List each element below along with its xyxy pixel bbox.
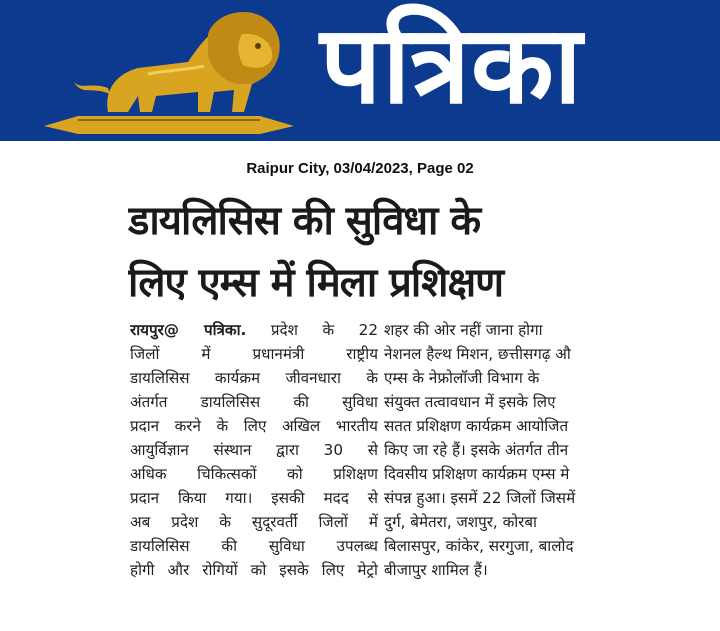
article-headline (128, 190, 608, 314)
article-line: प्रदान किया गया। इसकी मदद से (130, 489, 378, 507)
newspaper-brand-title: पत्रिका (320, 3, 583, 128)
article-line: बीजापुर शामिल हैं। (384, 561, 488, 579)
article-line: आयुर्विज्ञान संस्थान द्वारा 30 से (130, 441, 378, 459)
article-line: अधिक चिकित्सकों को प्रशिक्षण (130, 465, 378, 483)
article-line: दुर्ग, बेमेतरा, जशपुर, कोरबा (384, 513, 537, 531)
article-line: अंतर्गत डायलिसिस की सुविधा (130, 393, 378, 411)
article-line: जिलों में प्रधानमंत्री राष्ट्रीय (130, 345, 378, 363)
article-line: शहर की ओर नहीं जाना होगा (384, 321, 543, 339)
article-line: सतत प्रशिक्षण कार्यक्रम आयोजित (384, 417, 569, 435)
article-line: दिवसीय प्रशिक्षण कार्यक्रम एम्स मे (384, 465, 570, 483)
article-line: किए जा रहे हैं। इसके अंतर्गत तीन (384, 441, 569, 459)
article-line: डायलिसिस कार्यक्रम जीवनधारा के (130, 369, 378, 387)
article-line: बिलासपुर, कांकेर, सरगुजा, बालोद (384, 537, 574, 555)
article-line: होगी और रोगियों को इसके लिए मेट्रो (130, 561, 378, 579)
masthead (0, 0, 720, 141)
article-line: संयुक्त तत्वावधान में इसके लिए (384, 393, 556, 411)
article-clipping (122, 190, 610, 600)
golden-lion-icon (38, 4, 300, 138)
article-line: नेशनल हैल्थ मिशन, छत्तीसगढ़ औ (384, 345, 571, 363)
article-line: एम्स के नेफ्रोलॉजी विभाग के (384, 369, 540, 387)
article-line-text: प्रदेश के 22 (270, 321, 378, 339)
article-byline: रायपुर@ पत्रिका. (130, 321, 247, 339)
article-column-right (384, 318, 610, 582)
edition-dateline: Raipur City, 03/04/2023, Page 02 (246, 160, 474, 177)
headline-line: डायलिसिस की सुविधा के (128, 198, 481, 244)
article-line: प्रदान करने के लिए अखिल भारतीय (130, 417, 378, 435)
article-line (130, 318, 378, 342)
article-line: संपन्न हुआ। इसमें 22 जिलों जिसमें (384, 489, 576, 507)
article-line: अब प्रदेश के सुदूरवर्ती जिलों में (130, 513, 378, 531)
article-line: डायलिसिस की सुविधा उपलब्ध (130, 537, 378, 555)
article-column-left (130, 318, 378, 582)
headline-line: लिए एम्स में मिला प्रशिक्षण (128, 260, 504, 306)
